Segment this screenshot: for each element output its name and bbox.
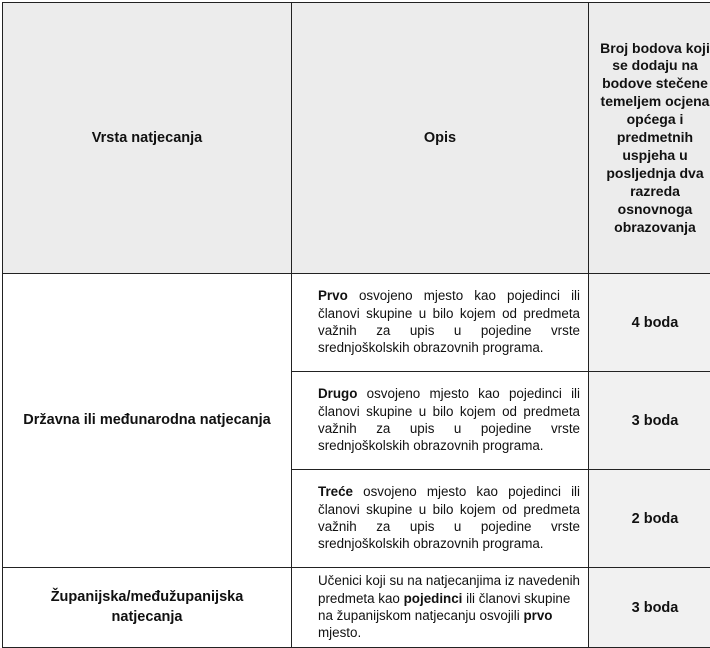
table-row xyxy=(3,568,710,648)
row-description xyxy=(292,568,589,648)
emphasis-text: prvo xyxy=(523,608,552,623)
emphasis-text: pojedinci xyxy=(404,591,463,606)
table-row xyxy=(3,274,710,372)
competition-type-national: Državna ili međunarodna natjecanja xyxy=(3,274,292,568)
place-label: Drugo xyxy=(318,386,357,401)
header-competition-type: Vrsta natjecanja xyxy=(3,3,292,274)
row-description xyxy=(292,372,589,470)
table-header-row xyxy=(3,3,710,274)
row-description xyxy=(292,470,589,568)
competition-type-county: Županijska/međužupanijska natjecanja xyxy=(3,568,292,648)
place-label: Prvo xyxy=(318,288,348,303)
description-text: Učenici koji su na natjecanjima iz navedenih predmeta kao xyxy=(318,573,580,605)
description-text: osvojeno mjesto kao pojedinci ili članovi skupine u bilo kojem od predmeta važnih za upis u pojedine vrste srednjoškolskih obrazovnih programa. xyxy=(318,484,580,551)
row-points: 4 boda xyxy=(589,274,710,372)
description-text: osvojeno mjesto kao pojedinci ili članovi skupine u bilo kojem od predmeta važnih za upis u pojedine vrste srednjoškolskih obrazovnih programa. xyxy=(318,288,580,355)
description-text: osvojeno mjesto kao pojedinci ili članovi skupine u bilo kojem od predmeta važnih za upis u pojedine vrste srednjoškolskih obrazovnih programa. xyxy=(318,386,580,453)
description-text: mjesto. xyxy=(318,625,361,640)
competition-points-table xyxy=(2,2,710,648)
place-label: Treće xyxy=(318,484,353,499)
points-table-container xyxy=(2,2,706,641)
row-points: 2 boda xyxy=(589,470,710,568)
row-points: 3 boda xyxy=(589,372,710,470)
header-description: Opis xyxy=(292,3,589,274)
row-points: 3 boda xyxy=(589,568,710,648)
header-points: Broj bodova koji se dodaju na bodove stečene temeljem ocjena općega i predmetnih uspjeha u posljednja dva razreda osnovnoga obrazovanja xyxy=(589,3,710,274)
description-text: ili članovi skupine na županijskom natjecanju osvojili xyxy=(318,591,570,623)
row-description xyxy=(292,274,589,372)
